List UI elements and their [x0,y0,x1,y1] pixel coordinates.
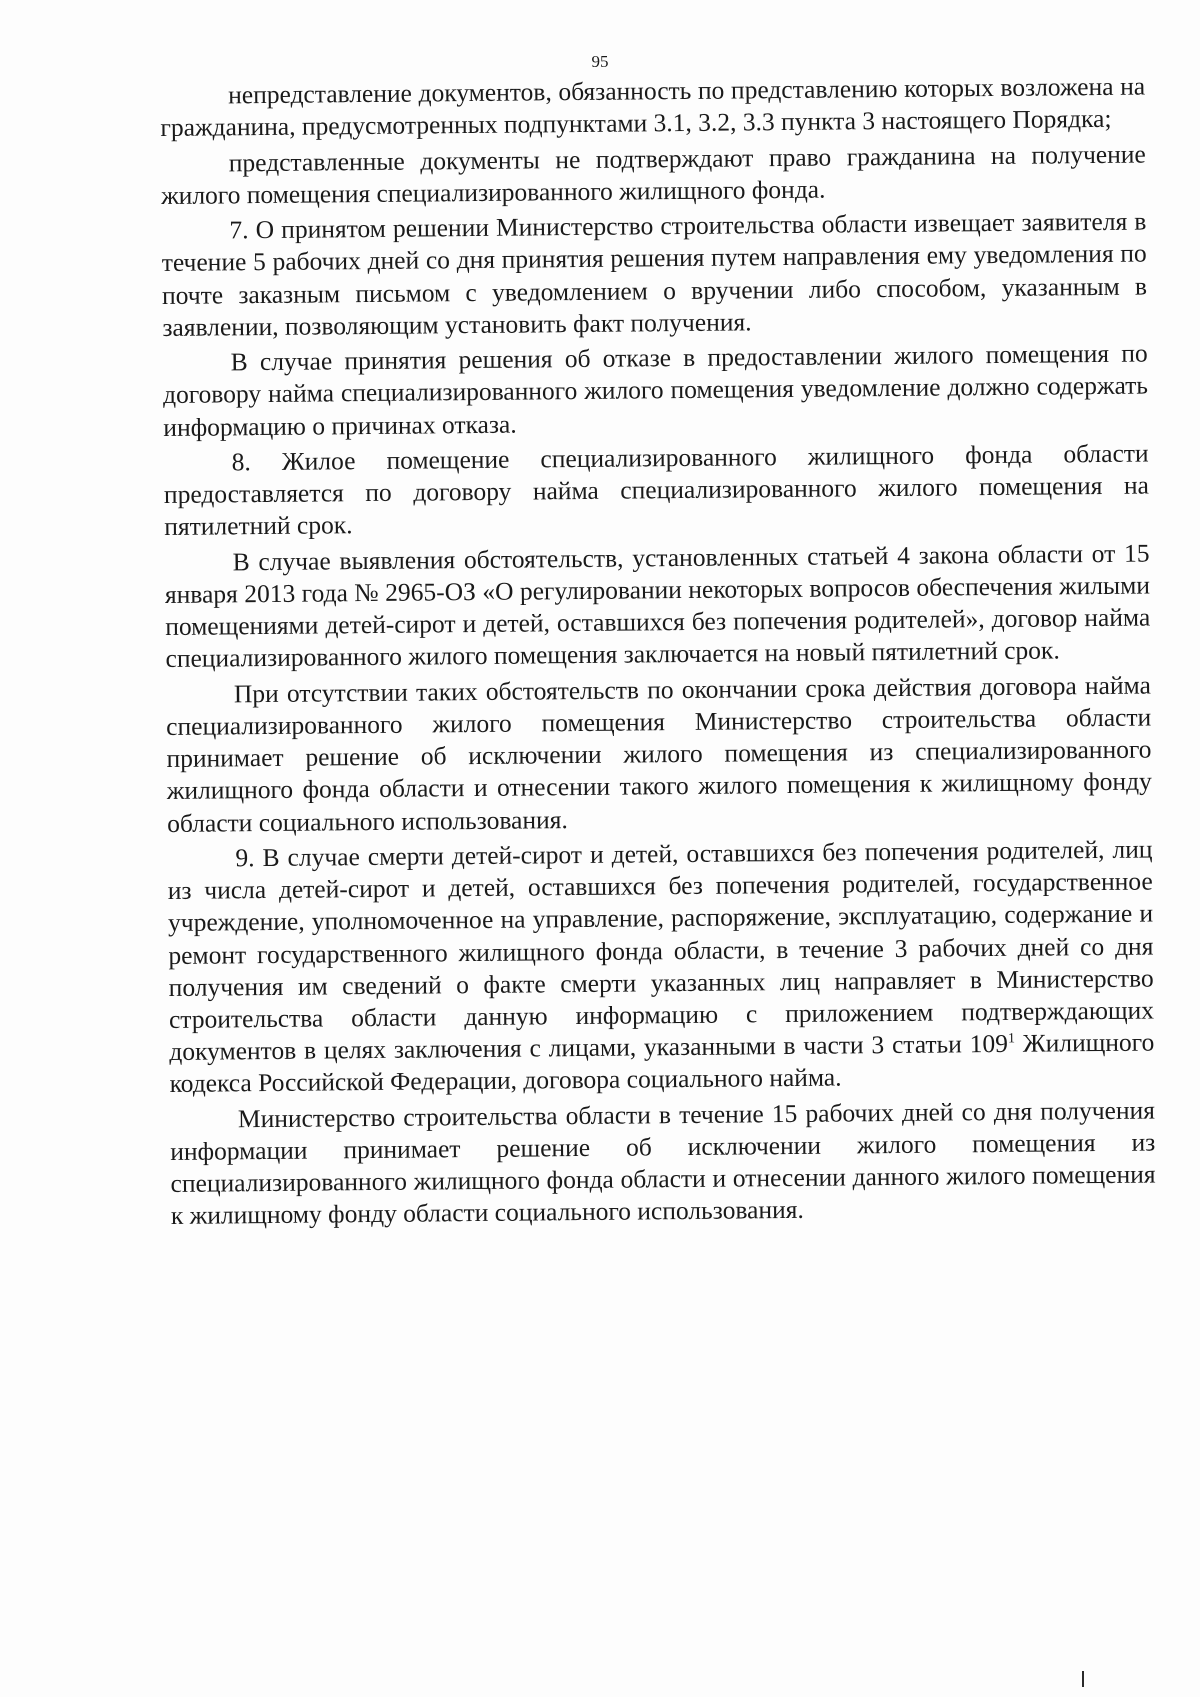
scan-mark [1082,1671,1084,1687]
page-number: 95 [591,52,609,71]
paragraph-7: 7. О принятом решении Министерство строительства области извещает заявителя в течение 5 рабочих дней со дня принятия решения путем направления ему уведомления по почте заказным письмом с уведомлением о вручении либо способом, указанным в заявлении, позволяющим установить факт получения. [161,206,1148,342]
footnote-superscript: 1 [1007,1031,1016,1047]
paragraph-9 [167,833,1154,1100]
paragraph-refusal-reason-1: непредставление документов, обязанность по представлению которых возложена на гражданина, предусмотренных подпунктами 3.1, 3.2, 3.3 пункта 3 настоящего Порядка; [160,71,1146,143]
paragraph-contract-renewal: В случае выявления обстоятельств, установленных статьей 4 закона области от 15 января 2013 года № 2965-ОЗ «О регулировании некоторых вопросов обеспечения жилыми помещениями детей-сирот и детей, оставшихся без попечения родителей», договор найма специализированного жилого помещения заключается на новый пятилетний срок. [164,538,1151,674]
paragraph-refusal-notice: В случае принятия решения об отказе в предоставлении жилого помещения по договору найма специализированного жилого помещения уведомление должно содержать информацию о причинах отказа. [162,338,1149,442]
paragraph-refusal-reason-2: представленные документы не подтверждают право гражданина на получение жилого помещения специализированного жилищного фонда. [160,139,1146,210]
paragraph-8: 8. Жилое помещение специализированного жилищного фонда области предоставляется по договору найма специализированного жилого помещения на пятилетний срок. [163,438,1150,542]
document-body [160,71,1156,1236]
paragraph-9-text-end: Жилищного кодекса Российской Федерации, договора социального найма. [169,1027,1155,1099]
paragraph-exclusion: При отсутствии таких обстоятельств по окончании срока действия договора найма специализированного жилого помещения Министерство строительства области принимает решение об исключении жилого помещения из специализированного жилищного фонда области и отнесении такого жилого помещения к жилищному фонду области социального использования. [166,670,1152,838]
paragraph-ministry-decision: Министерство строительства области в течение 15 рабочих дней со дня получения информации принимает решение об исключении жилого помещения из специализированного жилищного фонда области и отнесении данного жилого помещения к жилищному фонду области социального использования. [170,1095,1156,1231]
paragraph-9-text: 9. В случае смерти детей-сирот и детей, оставшихся без попечения родителей, лиц из числа детей-сирот и детей, оставшихся без попечения родителей, государственное учреждение, уполномоченное на управление, распоряжение, эксплуатацию, содержание и ремонт государственного жилищного фонда области, в течение 3 рабочих дней со дня получения им сведений о факте смерти указанных лиц направляет в Министерство строительства области данную информацию с приложением подтверждающих документов в целях заключения с лицами, указанными в части 3 статьи 109 [167,834,1155,1067]
